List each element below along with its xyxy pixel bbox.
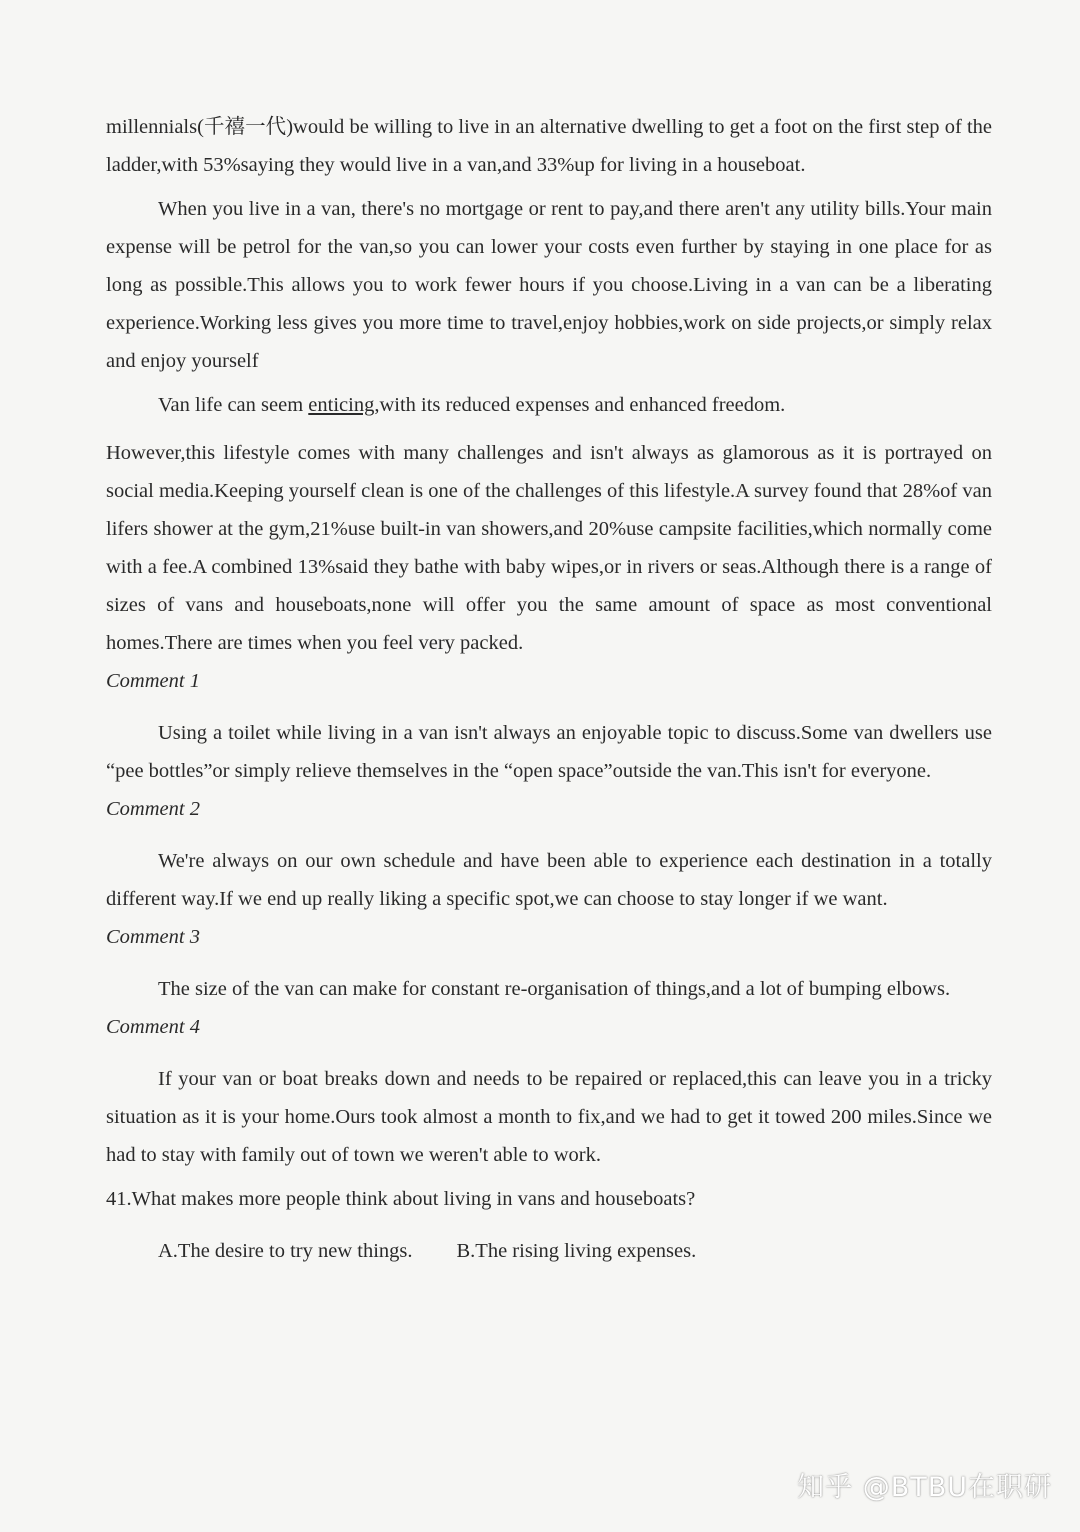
passage-paragraph-3 (106, 386, 992, 424)
option-b: B.The rising living expenses. (456, 1240, 697, 1262)
comment-1-text: Using a toilet while living in a van isn't always an enjoyable topic to discuss.Some van dwellers use “pee bottles”or simply relieve themselves in the “open space”outside the van.This isn't for everyone. (106, 722, 992, 782)
question-41-stem: 41.What makes more people think about living in vans and houseboats? (106, 1188, 696, 1210)
comment-2-text: We're always on our own schedule and have been able to experience each destination in a totally different way.If we end up really liking a specific spot,we can choose to stay longer if we want. (106, 850, 992, 910)
passage-paragraph-1: millennials(千禧一代)would be willing to live in an alternative dwelling to get a foot on the first step of the ladder,with 53%saying they would live in a van,and 33%up for living in a houseboat. (106, 116, 992, 176)
zhihu-watermark: 知乎 @BTBU在职研 (797, 1472, 1052, 1503)
underlined-word: enticing (308, 394, 375, 416)
exam-page (106, 108, 992, 1270)
option-a: A.The desire to try new things. (158, 1240, 413, 1262)
comment-4-text: If your van or boat breaks down and needs to be repaired or replaced,this can leave you in a tricky situation as it is your home.Ours took almost a month to fix,and we had to get it towed 200 miles.Since we had to stay with family out of town we weren't able to work. (106, 1068, 992, 1166)
comment-3-label: Comment 3 (106, 926, 200, 948)
comment-1-label: Comment 1 (106, 670, 200, 692)
comment-4-label: Comment 4 (106, 1016, 200, 1038)
comment-3-text: The size of the van can make for constant re-organisation of things,and a lot of bumping elbows. (158, 978, 951, 1000)
p3-text-after: ,with its reduced expenses and enhanced freedom. (374, 394, 786, 416)
passage-paragraph-4: However,this lifestyle comes with many challenges and isn't always as glamorous as it is portrayed on social media.Keeping yourself clean is one of the challenges of this lifestyle.A survey found that 28%of van lifers shower at the gym,21%use built-in van showers,and 20%use campsite facilities,which normally come with a fee.A combined 13%said they bathe with baby wipes,or in rivers or seas.Although there is a range of sizes of vans and houseboats,none will offer you the same amount of space as most conventional homes.There are times when you feel very packed. (106, 442, 992, 654)
p3-text-before: Van life can seem (158, 394, 309, 416)
question-41-options (158, 1232, 992, 1270)
passage-paragraph-2: When you live in a van, there's no mortgage or rent to pay,and there aren't any utility bills.Your main expense will be petrol for the van,so you can lower your costs even further by staying in one place for as long as possible.This allows you to work fewer hours if you choose.Living in a van can be a liberating experience.Working less gives you more time to travel,enjoy hobbies,work on side projects,or simply relax and enjoy yourself (106, 198, 992, 372)
comment-2-label: Comment 2 (106, 798, 200, 820)
